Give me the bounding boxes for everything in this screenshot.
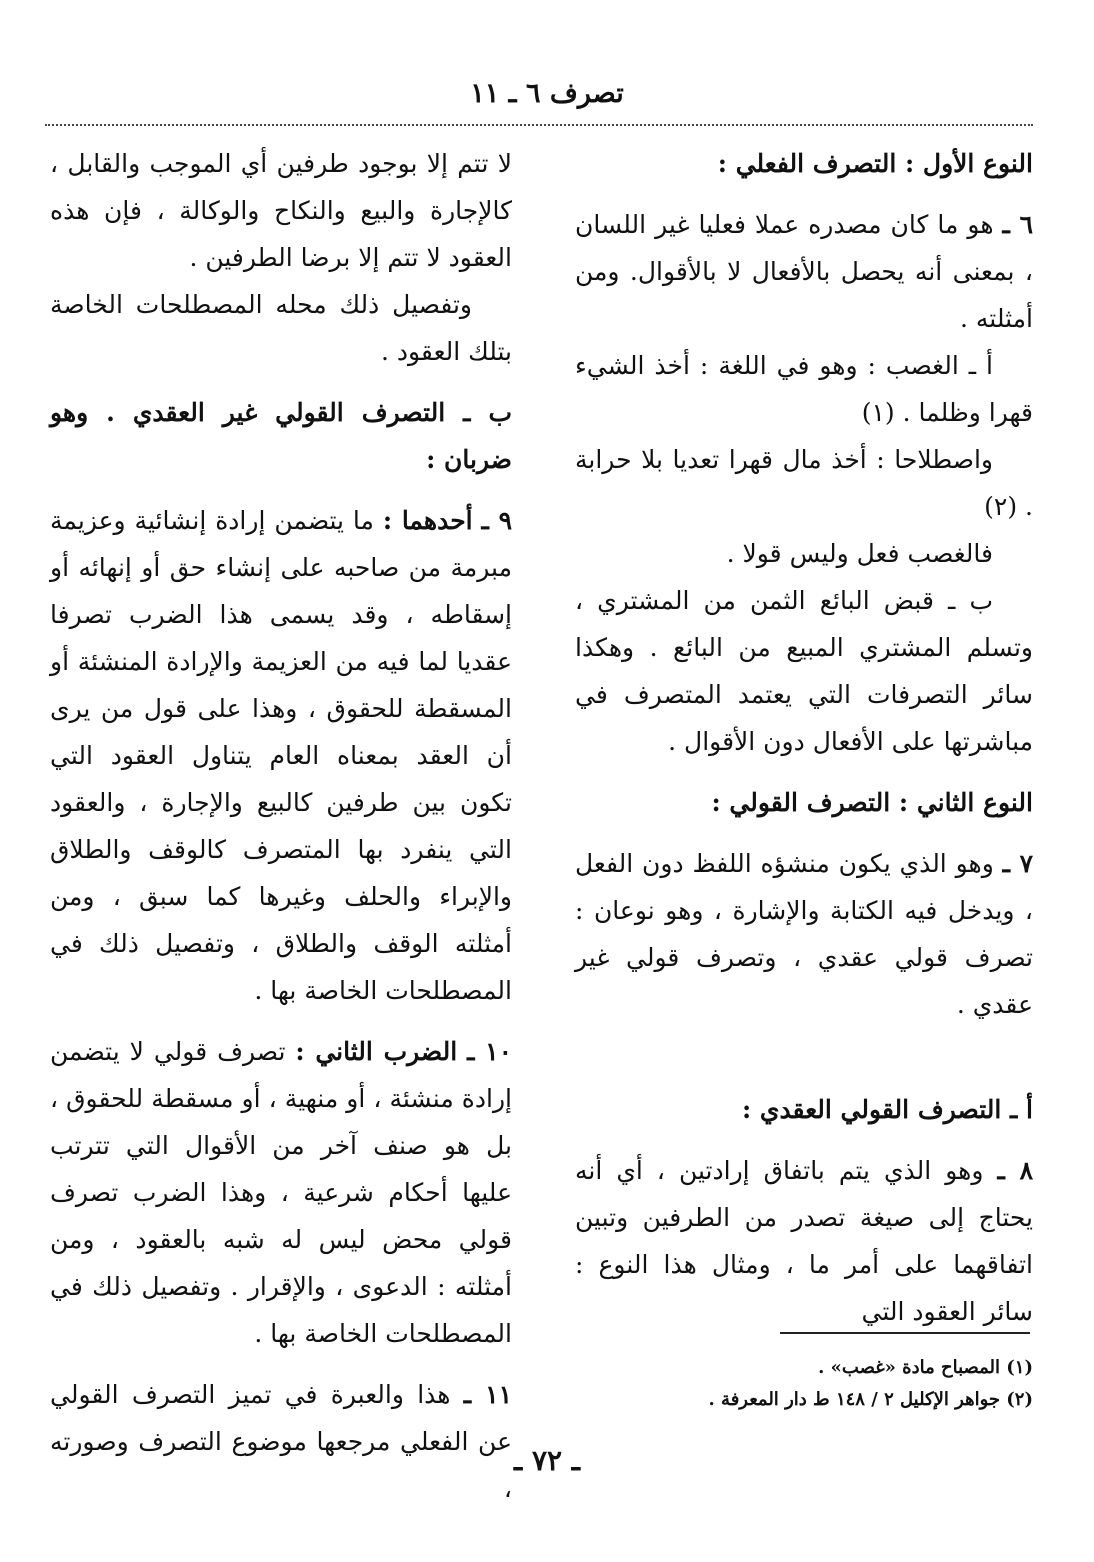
paragraph [575,342,1033,436]
paragraph-text: هو ما كان مصدره عملا فعليا غير اللسان ، بمعنى أنه يحصل بالأفعال لا بالأقوال. ومن أمثلته . [575,210,1033,333]
paragraph-number: ٧ ـ [1002,849,1034,878]
page-number: ـ ٧٢ ـ [514,1444,580,1477]
paragraph-number: ١١ ـ [463,1380,512,1409]
paragraph [575,840,1033,1028]
paragraph-number: ٨ ـ [997,1156,1034,1185]
paragraph [50,1371,512,1512]
bold-lead: الضرب الثاني : [295,1037,458,1066]
paragraph-text: فالغصب فعل وليس قولا . [726,539,993,568]
bold-lead: النوع الأول : التصرف الفعلي : [717,149,1033,178]
header-divider [45,124,1033,126]
left-column [50,140,512,1512]
section-heading [575,779,1033,826]
paragraph [575,436,1033,530]
paragraph [575,201,1033,342]
paragraph-number: ٦ ـ [1002,210,1033,239]
paragraph-text: هذا والعبرة في تميز التصرف القولي عن الفعلي مرجعها موضوع التصرف وصورته ، [50,1380,512,1503]
bold-lead: أ ـ التصرف القولي العقدي : [741,1095,1033,1124]
paragraph [50,497,512,1014]
paragraph-text: وتفصيل ذلك محله المصطلحات الخاصة بتلك العقود . [50,290,512,366]
paragraph-text: ب ـ قبض البائع الثمن من المشتري ، وتسلم المشتري المبيع من البائع . وهكذا سائر التصرفات التي يعتمد المتصرف في مباشرتها على الأفعال دون الأقوال . [575,586,1033,756]
right-column [575,140,1033,1335]
paragraph-text: أ ـ الغصب : وهو في اللغة : أخذ الشيء قهرا وظلما . (١) [575,351,1033,427]
paragraph-number: ١٠ ـ [467,1037,513,1066]
paragraph-text: تصرف قولي لا يتضمن إرادة منشئة ، أو منهية ، أو مسقطة للحقوق ، بل هو صنف آخر من الأقوال التي تترتب عليها أحكام شرعية ، وهذا الضرب تصرف قولي محض ليس له شبه بالعقود ، ومن أمثلته : الدعوى ، والإقرار . وتفصيل ذلك في المصطلحات الخاصة بها . [50,1037,512,1348]
paragraph [50,140,512,281]
section-heading [575,140,1033,187]
paragraph [575,577,1033,765]
paragraph [50,281,512,375]
paragraph-text: ما يتضمن إرادة إنشائية وعزيمة مبرمة من صاحبه على إنشاء حق أو إنهائه أو إسقاطه ، وقد يسمى هذا الضرب تصرفا عقديا لما فيه من العزيمة والإرادة المنشئة أو المسقطة للحقوق ، وهذا على قول من يرى أن العقد بمعناه العام يتناول العقود التي تكون بين طرفين كالبيع والإجارة ، والعقود التي ينفرد بها المتصرف كالوقف والطلاق والإبراء والحلف وغيرها كما سبق ، ومن أمثلته الوقف والطلاق ، وتفصيل ذلك في المصطلحات الخاصة بها . [50,506,512,1005]
page-header: تصرف ٦ ـ ١١ [470,78,624,109]
footnote-divider [780,1332,1030,1334]
paragraph-number: ٩ ـ [481,506,512,535]
section-heading [575,1086,1033,1133]
paragraph-text: وهو الذي يكون منشؤه اللفظ دون الفعل ، ويدخل فيه الكتابة والإشارة ، وهو نوعان : تصرف قولي عقدي ، وتصرف قولي غير عقدي . [575,849,1033,1019]
paragraph-text: واصطلاحا : أخذ مال قهرا تعديا بلا حرابة . (٢) [575,445,1033,521]
paragraph [50,1028,512,1357]
paragraph [575,1147,1033,1335]
bold-lead: ب ـ التصرف القولي غير العقدي . وهو ضربان : [50,398,512,474]
bold-lead: أحدهما : [382,506,473,535]
footnotes [560,1352,1033,1416]
paragraph-text: وهو الذي يتم باتفاق إرادتين ، أي أنه يحتاج إلى صيغة تصدر من الطرفين وتبين اتفاقهما على أمر ما ، ومثال هذا النوع : سائر العقود التي [575,1156,1033,1326]
paragraph [50,389,512,483]
footnote: (١) المصباح مادة «غصب» . [818,1357,1033,1378]
paragraph-text: لا تتم إلا بوجود طرفين أي الموجب والقابل ، كالإجارة والبيع والنكاح والوكالة ، فإن هذه العقود لا تتم إلا برضا الطرفين . [50,149,512,272]
paragraph [575,530,1033,577]
bold-lead: النوع الثاني : التصرف القولي : [711,788,1033,817]
footnote: (٢) جواهر الإكليل ٢ / ١٤٨ ط دار المعرفة . [708,1389,1033,1410]
